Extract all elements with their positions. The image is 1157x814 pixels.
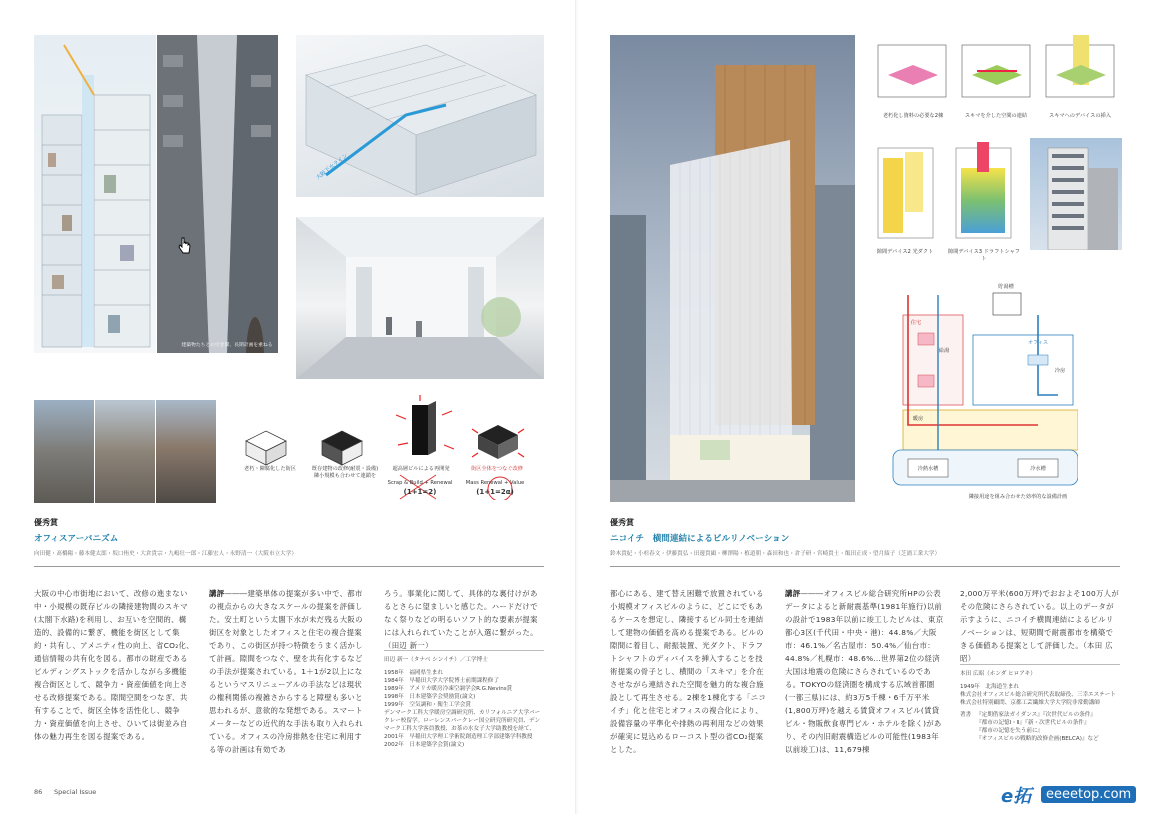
sys-label-hot-water: 給湯 (938, 348, 950, 354)
right-bio (960, 670, 1120, 743)
diag-top-label-2: スキマを介した空間の連結 (964, 113, 1028, 119)
block-diagram-1 (246, 431, 286, 465)
building-section-drawing (34, 35, 156, 353)
street-photo-3 (156, 400, 216, 503)
building-render (610, 35, 855, 502)
left-bio-line: 1999年 空気調和・衛生工学会賞 (384, 702, 471, 708)
building-render-drawing (610, 35, 855, 502)
isometric-diagram-3 (1046, 35, 1114, 97)
aerial-render-drawing (296, 35, 544, 197)
sys-label-office: オフィス (1027, 340, 1049, 346)
draft-shaft-diagram (956, 142, 1011, 238)
right-body-col1: 都心にある、建て替え困難で放置されている小規模オフィスビルのように、どこにでもあるケースを想定し、隣接するビル同士を連結して建物の価値を高める提案である。ビルの隙間に着目し、耐振装置、光ダクト、ドラフトシャフトのディバイスを挿入することを技術提案の骨子とし、横間の「スキマ」を介在させながら連結された空間を魅力的な複合施設として再生させる。2棟を1棟化する「ニコイチ」化と住宅とオフィスの複合化により、設備容量の平準化や排熱の再利用などの効果が確実に見込めるローコスト型の省CO₂提案とした。 (610, 589, 767, 754)
right-authors: 鈴木貴紀・小杉春文・伊藤貴弘・田邊貴顕・柳澤陽・植道朝・森田和也・倉子研・宮崎貴士・飯田正成・望月綾子（芝浦工業大学） (610, 551, 941, 557)
left-project-title: オフィスアーバニズム (34, 534, 119, 544)
right-books-list (976, 711, 1099, 743)
street-photo-2 (95, 400, 155, 503)
interior-render-drawing (296, 217, 544, 379)
street-photo-1 (34, 400, 94, 503)
right-bio-line: 1949年 北海道生まれ (960, 684, 1019, 690)
right-body-col2 (785, 587, 945, 756)
left-authors: 向田健・髙橋陽・藤本健太郎・坂口侑史・大倉貴宗・九嶋壮一郎・江藤宏人・永野清一（大阪市立大学） (34, 551, 297, 557)
right-header-rule (610, 566, 1120, 567)
energy-system-diagram (878, 275, 1078, 490)
existing-building-drawing (1030, 138, 1122, 250)
left-bio (384, 656, 544, 749)
left-bio-line: 1989年 アメリカ暖房冷凍空調学会R.G.Nevins賞 (384, 686, 513, 692)
aerial-render (296, 35, 544, 197)
mass-renewal-equation: (1+1=2α) (476, 488, 514, 496)
left-bio-line: 2001年 早稲田大学理工学術院創造理工学部建築学科教授 (384, 734, 533, 740)
diagram-label-4: 街区全体をつなぐ改修 (471, 466, 523, 472)
watermark-brand: e拓 (1001, 786, 1032, 807)
left-bio-line: デンマーク工科大学暖房空調研究所、カリフォルニア大学バークレー校留学。ローレンスバークレー国立研究所研究員、デンマーク工科大学客員教授、お茶の水女子大学助教授を経て、 (384, 710, 541, 732)
sewer-line-label: 大阪下水ライン (315, 152, 350, 182)
right-review-text: ―――オフィスビル総合研究所HPの公表データによると新耐震基準(1981年施行)以前の設計で1983年以前に竣工したビルは、東京都心3区(千代田・中央・港)：44.8%／大阪市：46.1%／名古屋市：50.4%／仙台市：44.8%／札幌市：48.6%…世界第2位の経済大国は地震の危険にさらされているのである。TOKYOの経済圏を構成する広域首都圏(一都三県)には、約3万5千棟・6千万平米(1,800万坪)を越える賃貸オフィスビル(賃貸ビル・物販飲食専門ビル・ホテルを除く)があり、その内旧耐震構造ビルの可能性(1983年以前竣工)は、11,679棟 (785, 589, 944, 754)
sys-label-heating: 暖房 (912, 416, 924, 422)
light-duct-diagram (878, 148, 933, 238)
page-number: 86 (34, 788, 43, 796)
book-title: 『定期借家法ガイダンス』『次世代ビルの条件』 (976, 712, 1096, 718)
left-bio-line: 1984年 早稲田大学大学院博士前期課程修了 (384, 678, 499, 684)
section-perspective-image (34, 35, 156, 353)
mass-renewal-label: Mass Renewal + Value (465, 480, 525, 486)
device-label-2: 隙間デバイス3 ドラフトシャフト (948, 249, 1020, 262)
isometric-diagram-2 (962, 45, 1030, 97)
block-diagram-3 (396, 395, 454, 455)
block-diagram-4 (472, 425, 524, 459)
right-bio-line: 株式会社オフィスビル総合研究所代表取締役、三幸エステート株式会社特別顧問、京都工芸繊維大学大学院非常勤講師 (960, 692, 1116, 706)
footer-section-label: Special Issue (54, 788, 97, 796)
scrap-build-label: Scrap & Build + Renewal (387, 480, 453, 486)
left-bio-line: 1998年 日本建築学会奨励賞(論文) (384, 694, 476, 700)
left-bio-rule (384, 650, 544, 651)
sys-label-hot-water-tank: 貯湯槽 (998, 284, 1014, 290)
left-review-text: ―――建築単体の提案が多い中で、都市の視点からの大きなスケールの提案を評価した。安土町という太閤下水が未だ残る大阪の街区を対象としたオフィスと住宅の複合提案であり、この街区が持つ特徴をうまく活かして計画。隙間をつなぐ、壁を共有化するなどの手法が提案されている。1＋1が2以上になるというマスリニューアルの手法などは現状の権利関係の複雑さからすると障壁も多いと思われるが、意欲的な発想である。スマートメーターなどの近代的な手法も取り入れられている。オフィスの冷房排熱を住宅に利用する等の計画は有効であ (209, 589, 363, 754)
sys-label-cooling: 冷房 (1054, 368, 1066, 374)
right-books-label: 著書 (960, 712, 972, 718)
left-review-lead: 講評 (209, 589, 225, 598)
site-watermark (1001, 782, 1151, 806)
right-body-col3: 2,000万平米(600万坪)でおおよそ100万人がその危険にさらされている。以上のデータが示すように、ニコイチ横間連結によるビルリノベーションは、短期間で耐震都市を構築できる価値ある提案として評価した。（本田 広昭） (960, 589, 1120, 663)
existing-building-photo (1030, 138, 1122, 250)
left-bio-name: 田辺 新一（タナベ シンイチ）／工学博士 (384, 657, 488, 663)
diag-top-label-3: スキマへのデバイスの挿入 (1049, 113, 1111, 119)
isometric-diagrams (873, 35, 1123, 107)
diagram-label-2: 既存建物の改修(耐震・設備)隣小規模も合わせて連鎖を (311, 466, 379, 479)
sys-label-chilled-tank: 冷水槽 (1030, 466, 1046, 472)
left-body-col3: ろう。事業化に関して、具体的な裏付けがあるとさらに望ましいと感じた。ハードだけでなく祭りなどの明るいソフト的な要素が提案には入れられていたことが入選に繋がった。（田辺 新一） (384, 589, 538, 650)
left-page (0, 0, 576, 814)
right-page (578, 0, 1157, 814)
system-diagram-caption: 隣接用途を組み合わせた効率的な設備計画 (968, 494, 1068, 500)
left-award-label: 優秀賞 (34, 518, 58, 527)
energy-system-drawing (878, 275, 1078, 490)
alley-photo (157, 35, 278, 353)
alley-photo-caption: 建築物たちとの空き間、長期計画を重ねる (181, 343, 273, 348)
sys-label-chilled-hot-tank: 冷熱水槽 (917, 466, 939, 472)
diag-top-label-1: 老朽化し資料の必要な2棟 (882, 113, 944, 119)
left-bio-line: 1958年 福岡県生まれ (384, 670, 443, 676)
left-body-col1: 大阪の中心市街地において、改修の進まない中・小規模の既存ビルの隣接建物間のスキマ(太閤下水路)を利用し、お互いを空間的、構造的、設備的に繋ぎ、機能を街区として集約・共有し、アメニティ性の向上、省CO₂化、通信情報の共有化を図る。都市の財産であるビルディングストックを活かしながら多機能複合街区として、競争力・資産価値を向上させる改修提案である。隙間空間をつなぎ、共有することで、街区全体を活性化し、競争力・資産価値を向上させ、ひいては街並み自体の魅力再生を図る提案である。 (34, 589, 194, 741)
book-title: 『都市の記憶Ⅰ・Ⅱ』『新・次世代ビルの条件』 (976, 720, 1090, 726)
device-section-diagrams (873, 138, 1023, 248)
book-title: 『オフィスビルの戦略的改修企画(BELCA)』など (976, 736, 1099, 742)
diagram-label-1: 老朽・陳腐化した街区 (244, 466, 296, 472)
sys-label-housing: 住宅 (910, 320, 922, 326)
right-bio-name: 本田 広昭（ホンダ ヒロアキ） (960, 671, 1036, 677)
diagram-label-3: 超高層ビルによる再開発 (392, 466, 450, 472)
device-label-1: 隙間デバイス2 光ダクト (876, 249, 934, 255)
block-diagram-2 (322, 431, 362, 465)
scrap-build-equation: (1+1=2) (403, 488, 437, 496)
left-bio-line: 2002年 日本建築学会賞(論文) (384, 742, 465, 748)
left-body-col2 (209, 587, 369, 756)
watermark-url: eeeetop.com (1041, 786, 1136, 803)
right-bio-rule (960, 664, 1120, 665)
right-review-lead: 講評 (785, 589, 801, 598)
isometric-diagram-1 (878, 45, 946, 97)
book-title: 『都市の記憶を失う前に』 (976, 728, 1044, 734)
right-books (960, 711, 1120, 743)
right-project-title: ニコイチ 横間連結によるビルリノベーション (610, 534, 790, 544)
left-header-rule (34, 566, 544, 567)
interior-render (296, 217, 544, 379)
alley-drawing (157, 35, 278, 353)
hand-cursor-icon (178, 237, 192, 255)
right-award-label: 優秀賞 (610, 518, 634, 527)
